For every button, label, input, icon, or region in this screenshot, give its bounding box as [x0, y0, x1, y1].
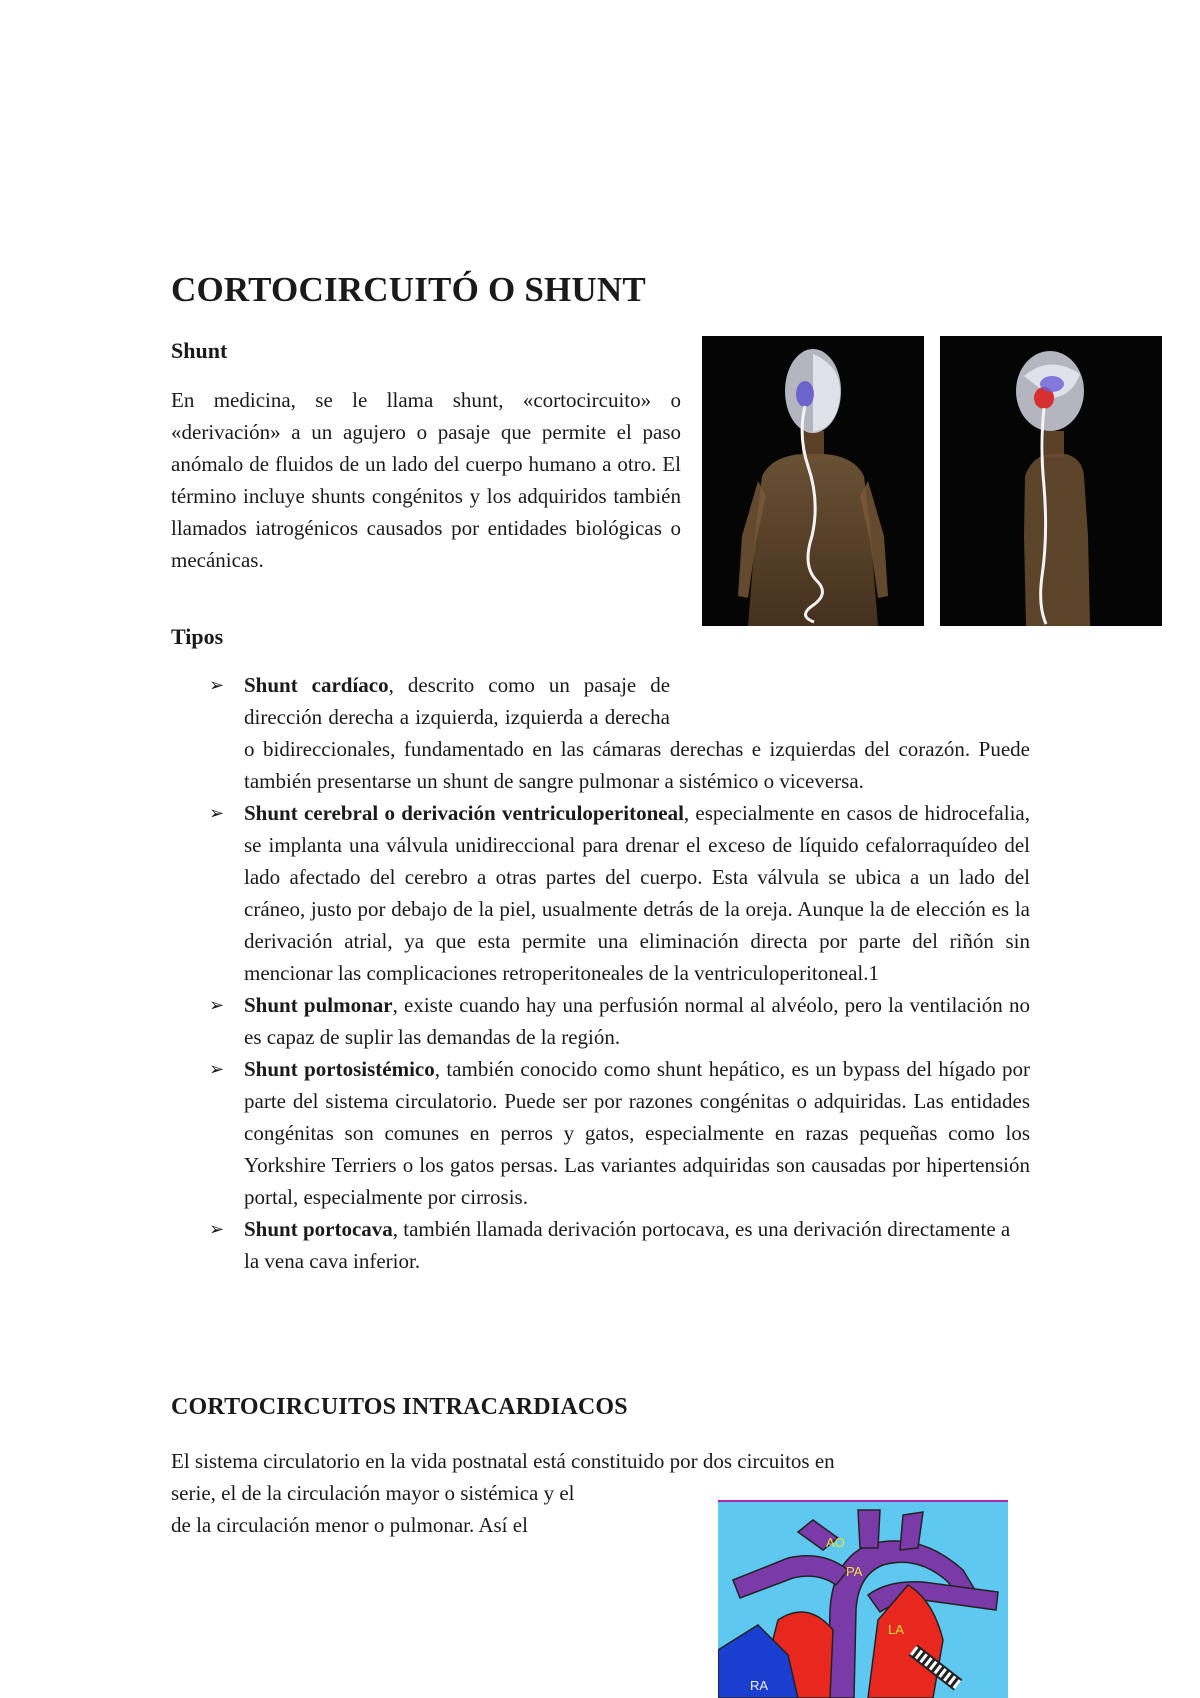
list-item: [209, 1053, 1030, 1213]
heading-shunt: Shunt: [171, 338, 228, 363]
side-view-panel: [940, 336, 1162, 626]
list-item-text: , también llamada derivación portocava, es una derivación directamente a la vena cava inferior.: [244, 1217, 1011, 1273]
heart-diagram: [718, 1500, 1008, 1698]
list-item: [209, 669, 1030, 797]
list-item-term: Shunt pulmonar: [244, 993, 393, 1017]
arrow-bullet-icon: ➢: [209, 675, 225, 695]
list-item-text: , descrito como un pasaje de dirección derecha a izquierda, izquierda a derecha o bidireccionales, fundamentado en las cámaras derechas e izquierdas del corazón. Puede también presentarse un shunt de sangre pulmonar a sistémico o viceversa.: [244, 673, 1030, 793]
list-item-text: , también conocido como shunt hepático, es un bypass del hígado por parte del sistema circulatorio. Puede ser por razones congénitas o adquiridas. Las entidades congénitas son comunes en perros y gatos, especialmente en razas pequeñas como los Yorkshire Terriers o los gatos persas. Las variantes adquiridas son causadas por hipertensión portal, especialmente por cirrosis.: [244, 1057, 1030, 1209]
list-item-term: Shunt cerebral o derivación ventriculoperitoneal: [244, 801, 684, 825]
label-ao: AO: [826, 1535, 845, 1550]
heading-tipos: Tipos: [171, 624, 224, 649]
arrow-bullet-icon: ➢: [209, 1219, 225, 1239]
front-view-panel: [702, 336, 924, 626]
side-body-figure: [940, 336, 1162, 626]
arrow-bullet-icon: ➢: [209, 1059, 225, 1079]
label-pa: PA: [846, 1564, 863, 1579]
heart-diagram-svg: [718, 1500, 1008, 1698]
heart-diagram-top-border: [718, 1500, 1008, 1502]
shunt-illustration: [702, 336, 1162, 626]
label-ra: RA: [750, 1678, 769, 1693]
list-item: [209, 989, 1030, 1053]
intra-line-1: El sistema circulatorio en la vida postnatal está constituido por dos circuitos en: [171, 1449, 835, 1473]
arrow-bullet-icon: ➢: [209, 803, 225, 823]
list-item: [209, 797, 1030, 989]
list-item-text: , existe cuando hay una perfusión normal al alvéolo, pero la ventilación no es capaz de suplir las demandas de la región.: [244, 993, 1030, 1049]
list-item-term: Shunt portocava: [244, 1217, 393, 1241]
image-wrap-spacer: [670, 669, 1030, 733]
arrow-bullet-icon: ➢: [209, 995, 225, 1015]
list-item-term: Shunt cardíaco: [244, 673, 389, 697]
intra-line-2: serie, el de la circulación mayor o sistémica y el: [171, 1481, 575, 1505]
page-title: CORTOCIRCUITÓ O SHUNT: [171, 270, 646, 309]
list-item: [209, 1213, 1030, 1277]
intra-line-3: de la circulación menor o pulmonar. Así el: [171, 1513, 528, 1537]
heading-intracardiacos: CORTOCIRCUITOS INTRACARDIACOS: [171, 1394, 628, 1420]
label-la: LA: [888, 1622, 904, 1637]
front-body-figure: [702, 336, 924, 626]
tipos-list: [209, 669, 1030, 1277]
list-item-term: Shunt portosistémico: [244, 1057, 435, 1081]
intro-paragraph: En medicina, se le llama shunt, «cortocircuito» o «derivación» a un agujero o pasaje que permite el paso anómalo de fluidos de un lado del cuerpo humano a otro. El término incluye shunts congénitos y los adquiridos también llamados iatrogénicos causados por entidades biológicas o mecánicas.: [171, 388, 681, 572]
list-item-text: , especialmente en casos de hidrocefalia, se implanta una válvula unidireccional para drenar el exceso de líquido cefalorraquídeo del lado afectado del cerebro a otras partes del cuerpo. Esta válvula se ubica a un lado del cráneo, justo por debajo de la piel, usualmente detrás de la oreja. Aunque la de elección es la derivación atrial, ya que esta permite una eliminación directa por parte del riñón sin mencionar las complicaciones retroperitoneales de la ventriculoperitoneal.1: [244, 801, 1030, 985]
